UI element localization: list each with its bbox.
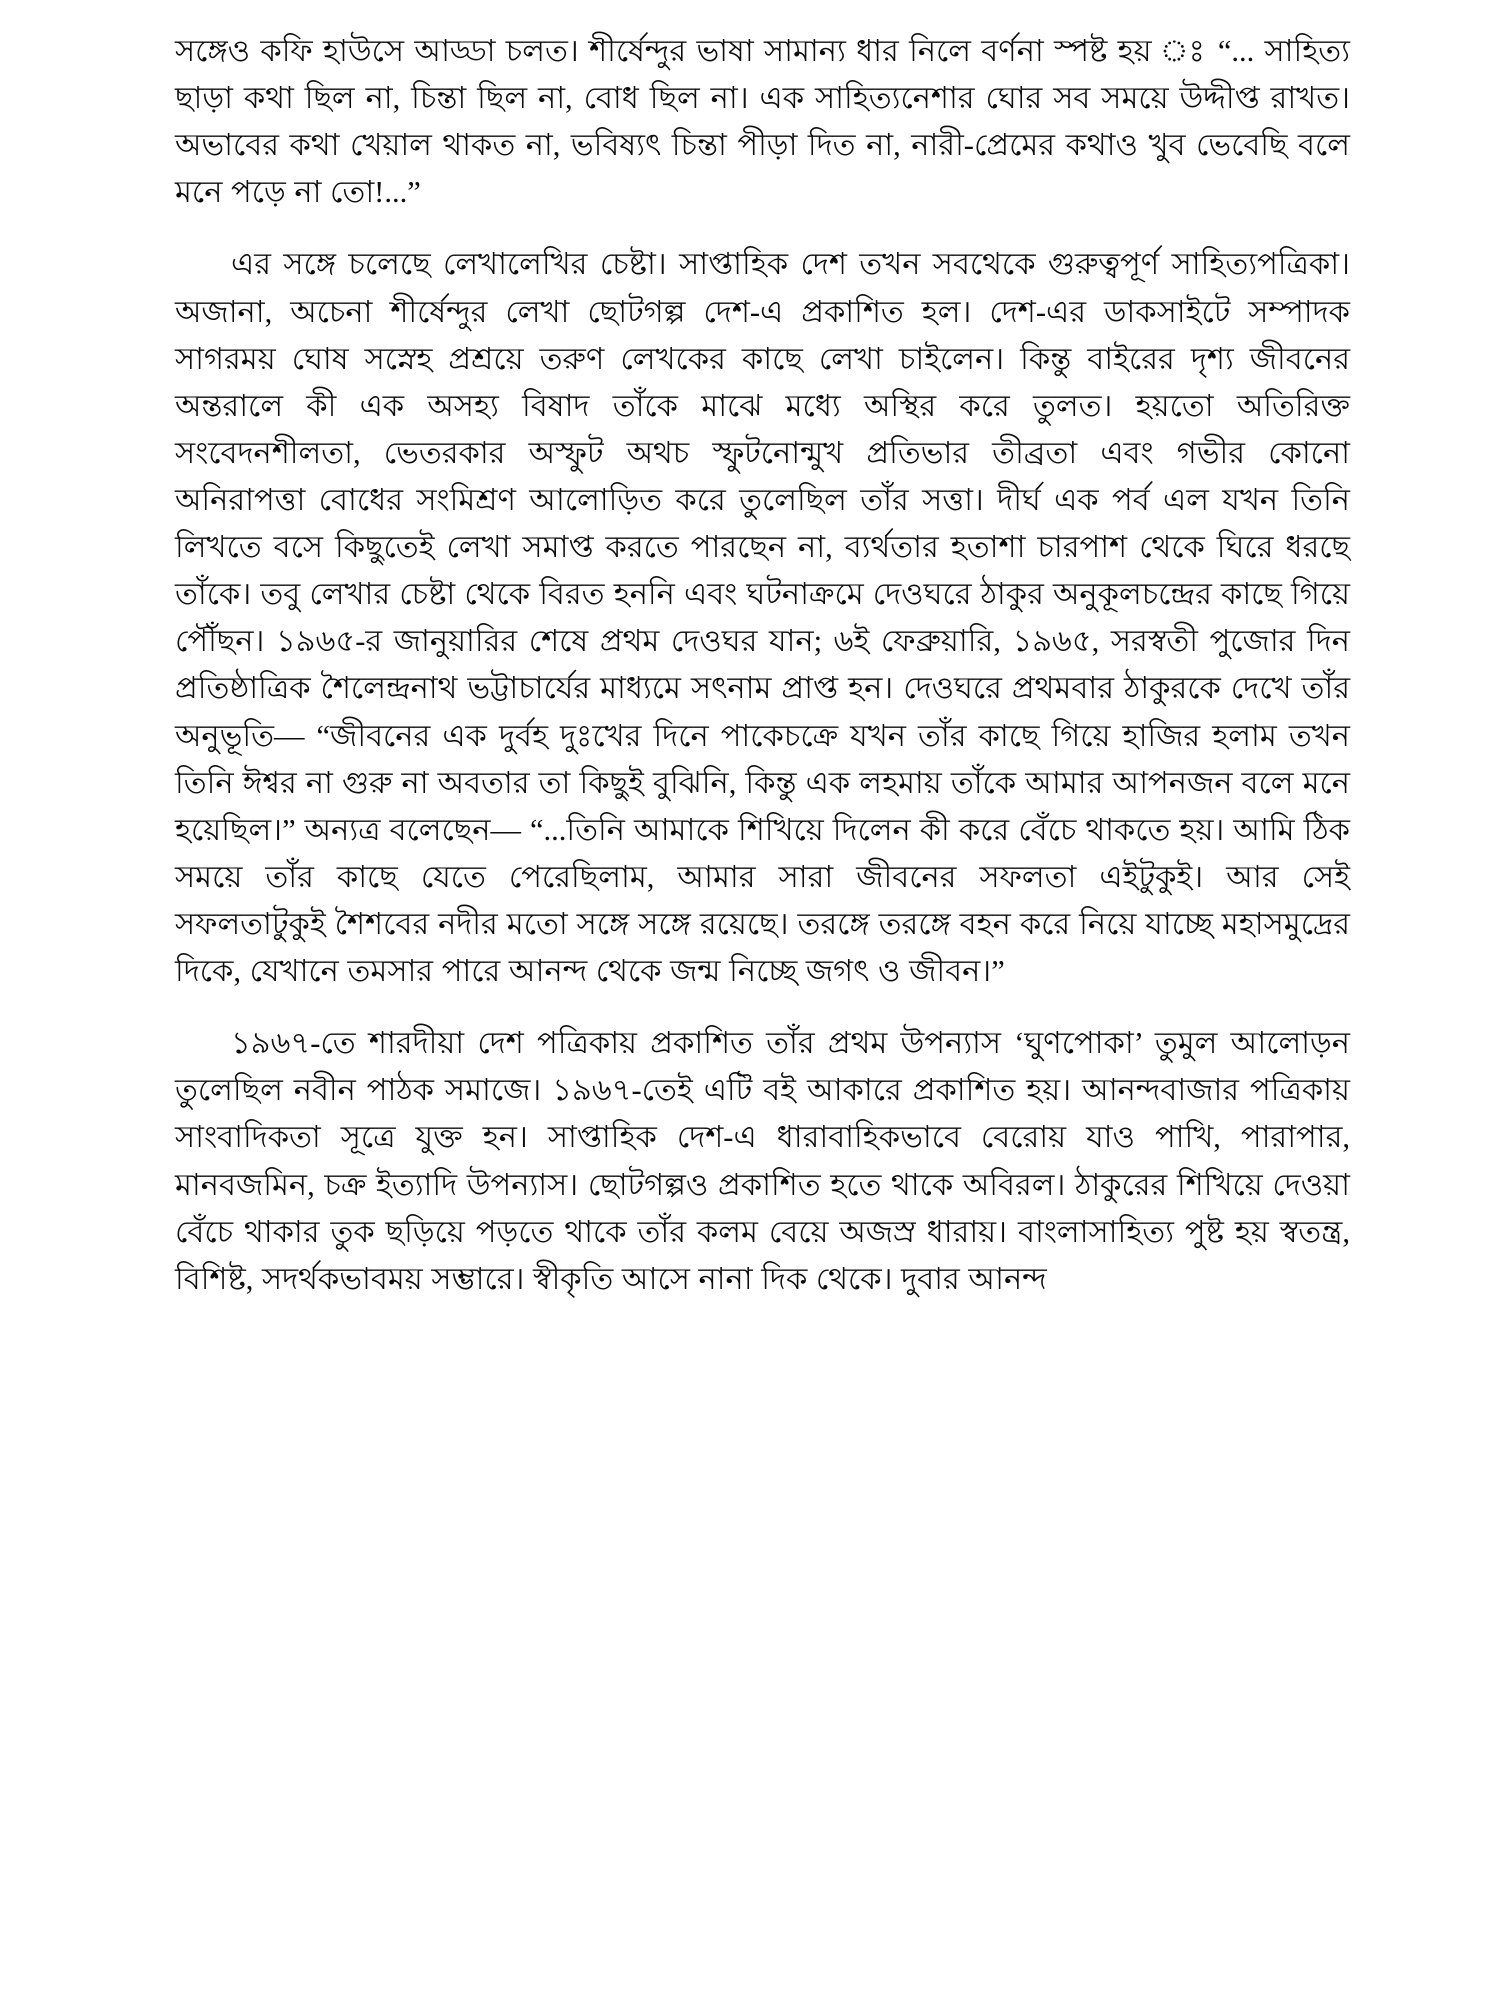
paragraph-2: এর সঙ্গে চলেছে লেখালেখির চেষ্টা। সাপ্তাহিক দেশ তখন সবথেকে গুরুত্বপূর্ণ সাহিত্যপত্রিকা। অজানা, অচেনা শীর্ষেন্দুর লেখা ছোটগল্প দেশ-এ প্রকাশিত হল। দেশ-এর ডাকসাইটে সম্পাদক সাগরময় ঘোষ সস্নেহ প্রশ্রয়ে তরুণ লেখকের কাছে লেখা চাইলেন। কিন্তু বাইরের দৃশ্য জীবনের অন্তরালে কী এক অসহ্য বিষাদ তাঁকে মাঝে মধ্যে অস্থির করে তুলত। হয়তো অতিরিক্ত সংবেদনশীলতা, ভেতরকার অস্ফুট অথচ স্ফুটনোন্মুখ প্রতিভার তীব্রতা এবং গভীর কোনো অনিরাপত্তা বোধের সংমিশ্রণ আলোড়িত করে তুলেছিল তাঁর সত্তা। দীর্ঘ এক পর্ব এল যখন তিনি লিখতে বসে কিছুতেই লেখা সমাপ্ত করতে পারছেন না, ব্যর্থতার হতাশা চারপাশ থেকে ঘিরে ধরছে তাঁকে। তবু লেখার চেষ্টা থেকে বিরত হননি এবং ঘটনাক্রমে দেওঘরে ঠাকুর অনুকূলচন্দ্রের কাছে গিয়ে পৌঁছন। ১৯৬৫-র জানুয়ারির শেষে প্রথম দেওঘর যান; ৬ই ফেব্রুয়ারি, ১৯৬৫, সরস্বতী পুজোর দিন প্রতিষ্ঠাত্রিক শৈলেন্দ্রনাথ ভট্টাচার্যের মাধ্যমে সৎনাম প্রাপ্ত হন। দেওঘরে প্রথমবার ঠাকুরকে দেখে তাঁর অনুভূতি— “জীবনের এক দুর্বহ দুঃখের দিনে পাকেচক্রে যখন তাঁর কাছে গিয়ে হাজির হলাম তখন তিনি ঈশ্বর না গুরু না অবতার তা কিছুই বুঝিনি, কিন্তু এক লহমায় তাঁকে আমার আপনজন বলে মনে হয়েছিল।” অন্যত্র বলেছেন— “...তিনি আমাকে শিখিয়ে দিলেন কী করে বেঁচে থাকতে হয়। আমি ঠিক সময়ে তাঁর কাছে যেতে পেরেছিলাম, আমার সারা জীবনের সফলতা এইটুকুই। আর সেই সফলতাটুকুই শৈশবের নদীর মতো সঙ্গে সঙ্গে রয়েছে। তরঙ্গে তরঙ্গে বহন করে নিয়ে যাচ্ছে মহাসমুদ্রের দিকে, যেখানে তমসার পারে আনন্দ থেকে জন্ম নিচ্ছে জগৎ ও জীবন।” <box>175 247 1350 989</box>
paragraph-1: সঙ্গেও কফি হাউসে আড্ডা চলত। শীর্ষেন্দুর ভাষা সামান্য ধার নিলে বর্ণনা স্পষ্ট হয় ঃ “... সাহিত্য ছাড়া কথা ছিল না, চিন্তা ছিল না, বোধ ছিল না। এক সাহিত্যনেশার ঘোর সব সময়ে উদ্দীপ্ত রাখত। অভাবের কথা খেয়াল থাকত না, ভবিষ্যৎ চিন্তা পীড়া দিত না, নারী-প্রেমের কথাও খুব ভেবেছি বলে মনে পড়ে না তো!...” <box>175 34 1350 210</box>
paragraph-3: ১৯৬৭-তে শারদীয়া দেশ পত্রিকায় প্রকাশিত তাঁর প্রথম উপন্যাস ‘ঘুণপোকা’ তুমুল আলোড়ন তুলেছিল নবীন পাঠক সমাজে। ১৯৬৭-তেই এটি বই আকারে প্রকাশিত হয়। আনন্দবাজার পত্রিকায় সাংবাদিকতা সূত্রে যুক্ত হন। সাপ্তাহিক দেশ-এ ধারাবাহিকভাবে বেরোয় যাও পাখি, পারাপার, মানবজমিন, চক্র ইত্যাদি উপন্যাস। ছোটগল্পও প্রকাশিত হতে থাকে অবিরল। ঠাকুরের শিখিয়ে দেওয়া বেঁচে থাকার তুক ছড়িয়ে পড়তে থাকে তাঁর কলম বেয়ে অজস্র ধারায়। বাংলাসাহিত্য পুষ্ট হয় স্বতন্ত্র, বিশিষ্ট, সদর্থকভাবময় সম্ভারে। স্বীকৃতি আসে নানা দিক থেকে। দুবার আনন্দ <box>175 1026 1350 1296</box>
text-column <box>175 28 1350 1303</box>
